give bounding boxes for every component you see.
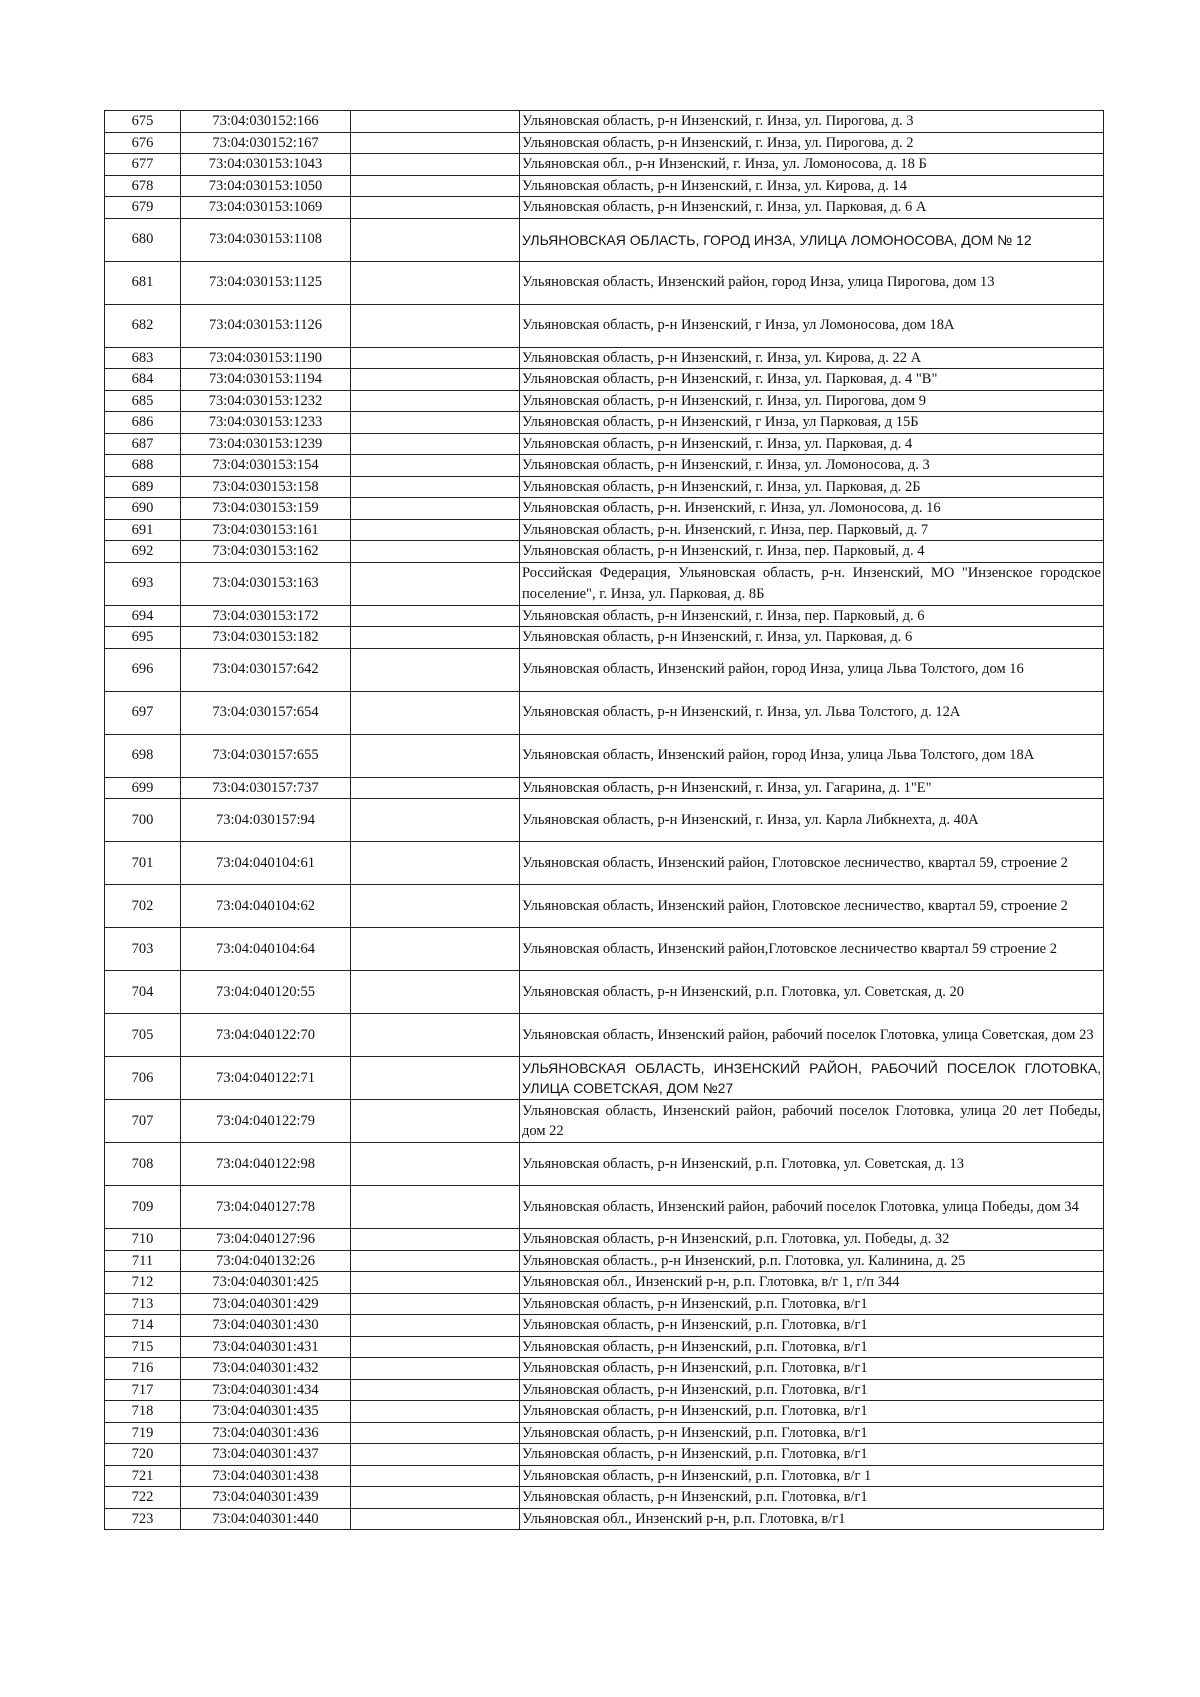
table-row — [105, 1186, 1104, 1229]
cadastral-number-cell: 73:04:030153:1190 — [181, 347, 351, 369]
empty-cell — [351, 541, 520, 563]
empty-cell — [351, 734, 520, 777]
cadastral-number-cell: 73:04:040301:438 — [181, 1465, 351, 1487]
address-cell: Ульяновская область, р-н Инзенский, р.п. Глотовка, в/г1 — [520, 1487, 1104, 1509]
cadastral-number-cell: 73:04:030153:1050 — [181, 175, 351, 197]
cadastral-number-cell: 73:04:030153:172 — [181, 605, 351, 627]
empty-cell — [351, 412, 520, 434]
address-cell: Ульяновская область., р-н Инзенский, р.п. Глотовка, ул. Калинина, д. 25 — [520, 1250, 1104, 1272]
cadastral-number-cell: 73:04:030152:166 — [181, 111, 351, 133]
row-number-cell: 693 — [105, 562, 181, 605]
empty-cell — [351, 1100, 520, 1143]
row-number-cell: 690 — [105, 498, 181, 520]
cadastral-number-cell: 73:04:040301:439 — [181, 1487, 351, 1509]
row-number-cell: 710 — [105, 1229, 181, 1251]
row-number-cell: 703 — [105, 928, 181, 971]
table-row — [105, 627, 1104, 649]
empty-cell — [351, 1229, 520, 1251]
address-cell: Ульяновская область, Инзенский район, рабочий поселок Глотовка, улица Советская, дом 23 — [520, 1014, 1104, 1057]
cadastral-number-cell: 73:04:040301:425 — [181, 1272, 351, 1294]
empty-cell — [351, 648, 520, 691]
row-number-cell: 694 — [105, 605, 181, 627]
address-cell: Ульяновская область, р-н Инзенский, г. Инза, пер. Парковый, д. 4 — [520, 541, 1104, 563]
table-row — [105, 390, 1104, 412]
registry-table-body — [105, 111, 1104, 1530]
empty-cell — [351, 1358, 520, 1380]
row-number-cell: 676 — [105, 132, 181, 154]
row-number-cell: 683 — [105, 347, 181, 369]
table-row — [105, 1379, 1104, 1401]
cadastral-number-cell: 73:04:040301:429 — [181, 1293, 351, 1315]
row-number-cell: 695 — [105, 627, 181, 649]
address-cell: Ульяновская область, р-н Инзенский, г. Инза, ул. Парковая, д. 4 "В" — [520, 369, 1104, 391]
address-cell: Ульяновская область, р-н Инзенский, г. Инза, ул. Парковая, д. 6 А — [520, 197, 1104, 219]
empty-cell — [351, 928, 520, 971]
empty-cell — [351, 799, 520, 842]
row-number-cell: 685 — [105, 390, 181, 412]
address-cell: Ульяновская область, Инзенский район, город Инза, улица Пирогова, дом 13 — [520, 261, 1104, 304]
cadastral-number-cell: 73:04:040122:70 — [181, 1014, 351, 1057]
row-number-cell: 716 — [105, 1358, 181, 1380]
empty-cell — [351, 1315, 520, 1337]
address-cell: Ульяновская область, р-н. Инзенский, г. Инза, пер. Парковый, д. 7 — [520, 519, 1104, 541]
row-number-cell: 715 — [105, 1336, 181, 1358]
row-number-cell: 709 — [105, 1186, 181, 1229]
table-row — [105, 1444, 1104, 1466]
row-number-cell: 708 — [105, 1143, 181, 1186]
row-number-cell: 691 — [105, 519, 181, 541]
row-number-cell: 719 — [105, 1422, 181, 1444]
table-row — [105, 1272, 1104, 1294]
empty-cell — [351, 218, 520, 261]
address-cell: Ульяновская область, Инзенский район, рабочий поселок Глотовка, улица 20 лет Победы, дом 22 — [520, 1100, 1104, 1143]
empty-cell — [351, 519, 520, 541]
table-row — [105, 175, 1104, 197]
address-cell: Ульяновская область, р-н Инзенский, р.п. Глотовка, ул. Победы, д. 32 — [520, 1229, 1104, 1251]
table-row — [105, 455, 1104, 477]
row-number-cell: 717 — [105, 1379, 181, 1401]
address-cell: Ульяновская область, р-н Инзенский, г. Инза, пер. Парковый, д. 6 — [520, 605, 1104, 627]
table-row — [105, 1401, 1104, 1423]
table-row — [105, 562, 1104, 605]
row-number-cell: 686 — [105, 412, 181, 434]
address-cell: Ульяновская область, р-н Инзенский, г. Инза, ул. Пирогова, д. 3 — [520, 111, 1104, 133]
address-cell: Ульяновская обл., Инзенский р-н, р.п. Глотовка, в/г1 — [520, 1508, 1104, 1530]
address-cell: Ульяновская область, Инзенский район, Глотовское лесничество, квартал 59, строение 2 — [520, 885, 1104, 928]
table-row — [105, 1143, 1104, 1186]
table-row — [105, 218, 1104, 261]
cadastral-number-cell: 73:04:040301:430 — [181, 1315, 351, 1337]
row-number-cell: 720 — [105, 1444, 181, 1466]
empty-cell — [351, 261, 520, 304]
row-number-cell: 702 — [105, 885, 181, 928]
table-row — [105, 433, 1104, 455]
empty-cell — [351, 777, 520, 799]
address-cell: Ульяновская область, р-н Инзенский, г. Инза, ул. Парковая, д. 2Б — [520, 476, 1104, 498]
table-row — [105, 1014, 1104, 1057]
cadastral-number-cell: 73:04:030153:1232 — [181, 390, 351, 412]
row-number-cell: 707 — [105, 1100, 181, 1143]
row-number-cell: 713 — [105, 1293, 181, 1315]
cadastral-number-cell: 73:04:030153:1043 — [181, 154, 351, 176]
table-row — [105, 1250, 1104, 1272]
cadastral-number-cell: 73:04:040122:98 — [181, 1143, 351, 1186]
address-cell: Ульяновская область, р-н Инзенский, г. Инза, ул. Кирова, д. 14 — [520, 175, 1104, 197]
address-cell: Ульяновская область, р-н Инзенский, г Инза, ул Парковая, д 15Б — [520, 412, 1104, 434]
empty-cell — [351, 1336, 520, 1358]
address-cell: Ульяновская область, р-н Инзенский, г. Инза, ул. Льва Толстого, д. 12А — [520, 691, 1104, 734]
empty-cell — [351, 433, 520, 455]
cadastral-number-cell: 73:04:030153:158 — [181, 476, 351, 498]
table-row — [105, 347, 1104, 369]
table-row — [105, 519, 1104, 541]
address-cell: Ульяновская область, р-н Инзенский, р.п. Глотовка, в/г1 — [520, 1379, 1104, 1401]
address-cell: Ульяновская область, р-н Инзенский, г. Инза, ул. Ломоносова, д. 3 — [520, 455, 1104, 477]
cadastral-number-cell: 73:04:040301:432 — [181, 1358, 351, 1380]
row-number-cell: 698 — [105, 734, 181, 777]
cadastral-number-cell: 73:04:030153:1126 — [181, 304, 351, 347]
address-cell: Ульяновская область, р-н Инзенский, р.п. Глотовка, ул. Советская, д. 20 — [520, 971, 1104, 1014]
address-cell: Российская Федерация, Ульяновская область, р-н. Инзенский, МО "Инзенское городское поселение", г. Инза, ул. Парковая, д. 8Б — [520, 562, 1104, 605]
cadastral-number-cell: 73:04:030153:1125 — [181, 261, 351, 304]
row-number-cell: 680 — [105, 218, 181, 261]
cadastral-number-cell: 73:04:040301:437 — [181, 1444, 351, 1466]
cadastral-number-cell: 73:04:030153:1108 — [181, 218, 351, 261]
empty-cell — [351, 1057, 520, 1100]
row-number-cell: 677 — [105, 154, 181, 176]
cadastral-number-cell: 73:04:040122:79 — [181, 1100, 351, 1143]
empty-cell — [351, 562, 520, 605]
table-row — [105, 369, 1104, 391]
empty-cell — [351, 885, 520, 928]
table-row — [105, 476, 1104, 498]
table-row — [105, 885, 1104, 928]
address-cell: Ульяновская область, р-н Инзенский, г. Инза, ул. Пирогова, дом 9 — [520, 390, 1104, 412]
address-cell: Ульяновская область, р-н Инзенский, р.п. Глотовка, в/г1 — [520, 1293, 1104, 1315]
row-number-cell: 711 — [105, 1250, 181, 1272]
cadastral-number-cell: 73:04:030157:94 — [181, 799, 351, 842]
cadastral-number-cell: 73:04:040122:71 — [181, 1057, 351, 1100]
row-number-cell: 712 — [105, 1272, 181, 1294]
address-cell: Ульяновская область, р-н Инзенский, г. Инза, ул. Карла Либкнехта, д. 40А — [520, 799, 1104, 842]
address-cell: Ульяновская область, Инзенский район, Глотовское лесничество, квартал 59, строение 2 — [520, 842, 1104, 885]
address-cell: Ульяновская область, р-н Инзенский, р.п. Глотовка, в/г 1 — [520, 1465, 1104, 1487]
empty-cell — [351, 971, 520, 1014]
empty-cell — [351, 1487, 520, 1509]
table-row — [105, 1100, 1104, 1143]
table-row — [105, 498, 1104, 520]
address-cell: Ульяновская область, р-н Инзенский, р.п. Глотовка, в/г1 — [520, 1422, 1104, 1444]
row-number-cell: 700 — [105, 799, 181, 842]
table-row — [105, 605, 1104, 627]
row-number-cell: 718 — [105, 1401, 181, 1423]
empty-cell — [351, 1143, 520, 1186]
cadastral-number-cell: 73:04:030153:159 — [181, 498, 351, 520]
row-number-cell: 684 — [105, 369, 181, 391]
table-row — [105, 1336, 1104, 1358]
table-row — [105, 1315, 1104, 1337]
row-number-cell: 714 — [105, 1315, 181, 1337]
address-cell: Ульяновская область, р-н Инзенский, г. Инза, ул. Гагарина, д. 1"Е" — [520, 777, 1104, 799]
address-cell: Ульяновская область, р-н Инзенский, г. Инза, ул. Парковая, д. 4 — [520, 433, 1104, 455]
empty-cell — [351, 476, 520, 498]
empty-cell — [351, 390, 520, 412]
empty-cell — [351, 175, 520, 197]
table-row — [105, 1229, 1104, 1251]
address-cell: Ульяновская область, р-н Инзенский, р.п. Глотовка, в/г1 — [520, 1358, 1104, 1380]
empty-cell — [351, 605, 520, 627]
address-cell: Ульяновская область, р-н Инзенский, р.п. Глотовка, в/г1 — [520, 1444, 1104, 1466]
address-cell: УЛЬЯНОВСКАЯ ОБЛАСТЬ, ИНЗЕНСКИЙ РАЙОН, РАБОЧИЙ ПОСЕЛОК ГЛОТОВКА, УЛИЦА СОВЕТСКАЯ, ДОМ №27 — [520, 1057, 1104, 1100]
table-row — [105, 1422, 1104, 1444]
empty-cell — [351, 197, 520, 219]
cadastral-number-cell: 73:04:040120:55 — [181, 971, 351, 1014]
address-cell: Ульяновская область, р-н Инзенский, г Инза, ул Ломоносова, дом 18А — [520, 304, 1104, 347]
row-number-cell: 681 — [105, 261, 181, 304]
cadastral-number-cell: 73:04:030153:1194 — [181, 369, 351, 391]
address-cell: Ульяновская область, р-н Инзенский, г. Инза, ул. Кирова, д. 22 А — [520, 347, 1104, 369]
address-cell: Ульяновская область, Инзенский район, рабочий поселок Глотовка, улица Победы, дом 34 — [520, 1186, 1104, 1229]
table-row — [105, 412, 1104, 434]
address-cell: Ульяновская обл., р-н Инзенский, г. Инза, ул. Ломоносова, д. 18 Б — [520, 154, 1104, 176]
empty-cell — [351, 369, 520, 391]
cadastral-number-cell: 73:04:040301:440 — [181, 1508, 351, 1530]
table-row — [105, 971, 1104, 1014]
cadastral-number-cell: 73:04:030153:162 — [181, 541, 351, 563]
cadastral-number-cell: 73:04:040301:435 — [181, 1401, 351, 1423]
row-number-cell: 689 — [105, 476, 181, 498]
empty-cell — [351, 111, 520, 133]
cadastral-number-cell: 73:04:030157:655 — [181, 734, 351, 777]
table-row — [105, 842, 1104, 885]
address-cell: Ульяновская обл., Инзенский р-н, р.п. Глотовка, в/г 1, г/п 344 — [520, 1272, 1104, 1294]
empty-cell — [351, 1465, 520, 1487]
empty-cell — [351, 1422, 520, 1444]
empty-cell — [351, 498, 520, 520]
address-cell: Ульяновская область, р-н Инзенский, р.п. Глотовка, в/г1 — [520, 1315, 1104, 1337]
empty-cell — [351, 1250, 520, 1272]
row-number-cell: 705 — [105, 1014, 181, 1057]
cadastral-number-cell: 73:04:030153:1069 — [181, 197, 351, 219]
address-cell: Ульяновская область, р-н Инзенский, р.п. Глотовка, ул. Советская, д. 13 — [520, 1143, 1104, 1186]
address-cell: Ульяновская область, Инзенский район,Глотовское лесничество квартал 59 строение 2 — [520, 928, 1104, 971]
registry-table — [104, 110, 1104, 1530]
table-row — [105, 154, 1104, 176]
cadastral-number-cell: 73:04:030153:1233 — [181, 412, 351, 434]
row-number-cell: 721 — [105, 1465, 181, 1487]
cadastral-number-cell: 73:04:030153:163 — [181, 562, 351, 605]
row-number-cell: 675 — [105, 111, 181, 133]
address-cell: Ульяновская область, р-н Инзенский, г. Инза, ул. Парковая, д. 6 — [520, 627, 1104, 649]
row-number-cell: 678 — [105, 175, 181, 197]
empty-cell — [351, 1293, 520, 1315]
table-row — [105, 541, 1104, 563]
row-number-cell: 704 — [105, 971, 181, 1014]
empty-cell — [351, 627, 520, 649]
table-row — [105, 799, 1104, 842]
table-row — [105, 261, 1104, 304]
empty-cell — [351, 154, 520, 176]
cadastral-number-cell: 73:04:040127:96 — [181, 1229, 351, 1251]
row-number-cell: 701 — [105, 842, 181, 885]
row-number-cell: 706 — [105, 1057, 181, 1100]
address-cell: Ульяновская область, р-н Инзенский, р.п. Глотовка, в/г1 — [520, 1401, 1104, 1423]
row-number-cell: 696 — [105, 648, 181, 691]
table-row — [105, 304, 1104, 347]
row-number-cell: 722 — [105, 1487, 181, 1509]
table-row — [105, 132, 1104, 154]
row-number-cell: 692 — [105, 541, 181, 563]
empty-cell — [351, 1401, 520, 1423]
table-row — [105, 1057, 1104, 1100]
table-row — [105, 648, 1104, 691]
table-row — [105, 777, 1104, 799]
cadastral-number-cell: 73:04:030157:654 — [181, 691, 351, 734]
cadastral-number-cell: 73:04:040132:26 — [181, 1250, 351, 1272]
cadastral-number-cell: 73:04:040301:436 — [181, 1422, 351, 1444]
empty-cell — [351, 304, 520, 347]
cadastral-number-cell: 73:04:030153:161 — [181, 519, 351, 541]
empty-cell — [351, 691, 520, 734]
empty-cell — [351, 1444, 520, 1466]
address-cell: Ульяновская область, р-н. Инзенский, г. Инза, ул. Ломоносова, д. 16 — [520, 498, 1104, 520]
empty-cell — [351, 1379, 520, 1401]
table-row — [105, 111, 1104, 133]
address-cell: УЛЬЯНОВСКАЯ ОБЛАСТЬ, ГОРОД ИНЗА, УЛИЦА ЛОМОНОСОВА, ДОМ № 12 — [520, 218, 1104, 261]
address-cell: Ульяновская область, Инзенский район, город Инза, улица Льва Толстого, дом 16 — [520, 648, 1104, 691]
row-number-cell: 723 — [105, 1508, 181, 1530]
table-row — [105, 1465, 1104, 1487]
cadastral-number-cell: 73:04:030153:1239 — [181, 433, 351, 455]
cadastral-number-cell: 73:04:040127:78 — [181, 1186, 351, 1229]
row-number-cell: 679 — [105, 197, 181, 219]
cadastral-number-cell: 73:04:040104:62 — [181, 885, 351, 928]
cadastral-number-cell: 73:04:040104:61 — [181, 842, 351, 885]
cadastral-number-cell: 73:04:030157:642 — [181, 648, 351, 691]
table-row — [105, 1358, 1104, 1380]
row-number-cell: 697 — [105, 691, 181, 734]
row-number-cell: 687 — [105, 433, 181, 455]
empty-cell — [351, 1508, 520, 1530]
row-number-cell: 699 — [105, 777, 181, 799]
empty-cell — [351, 455, 520, 477]
address-cell: Ульяновская область, р-н Инзенский, г. Инза, ул. Пирогова, д. 2 — [520, 132, 1104, 154]
empty-cell — [351, 347, 520, 369]
cadastral-number-cell: 73:04:030153:154 — [181, 455, 351, 477]
empty-cell — [351, 1272, 520, 1294]
cadastral-number-cell: 73:04:040104:64 — [181, 928, 351, 971]
table-row — [105, 1508, 1104, 1530]
cadastral-number-cell: 73:04:030152:167 — [181, 132, 351, 154]
cadastral-number-cell: 73:04:040301:431 — [181, 1336, 351, 1358]
empty-cell — [351, 1014, 520, 1057]
row-number-cell: 688 — [105, 455, 181, 477]
cadastral-number-cell: 73:04:030157:737 — [181, 777, 351, 799]
address-cell: Ульяновская область, Инзенский район, город Инза, улица Льва Толстого, дом 18А — [520, 734, 1104, 777]
empty-cell — [351, 1186, 520, 1229]
table-row — [105, 1487, 1104, 1509]
table-row — [105, 691, 1104, 734]
cadastral-number-cell: 73:04:040301:434 — [181, 1379, 351, 1401]
table-row — [105, 928, 1104, 971]
table-row — [105, 1293, 1104, 1315]
table-row — [105, 197, 1104, 219]
table-row — [105, 734, 1104, 777]
address-cell: Ульяновская область, р-н Инзенский, р.п. Глотовка, в/г1 — [520, 1336, 1104, 1358]
row-number-cell: 682 — [105, 304, 181, 347]
empty-cell — [351, 842, 520, 885]
empty-cell — [351, 132, 520, 154]
cadastral-number-cell: 73:04:030153:182 — [181, 627, 351, 649]
